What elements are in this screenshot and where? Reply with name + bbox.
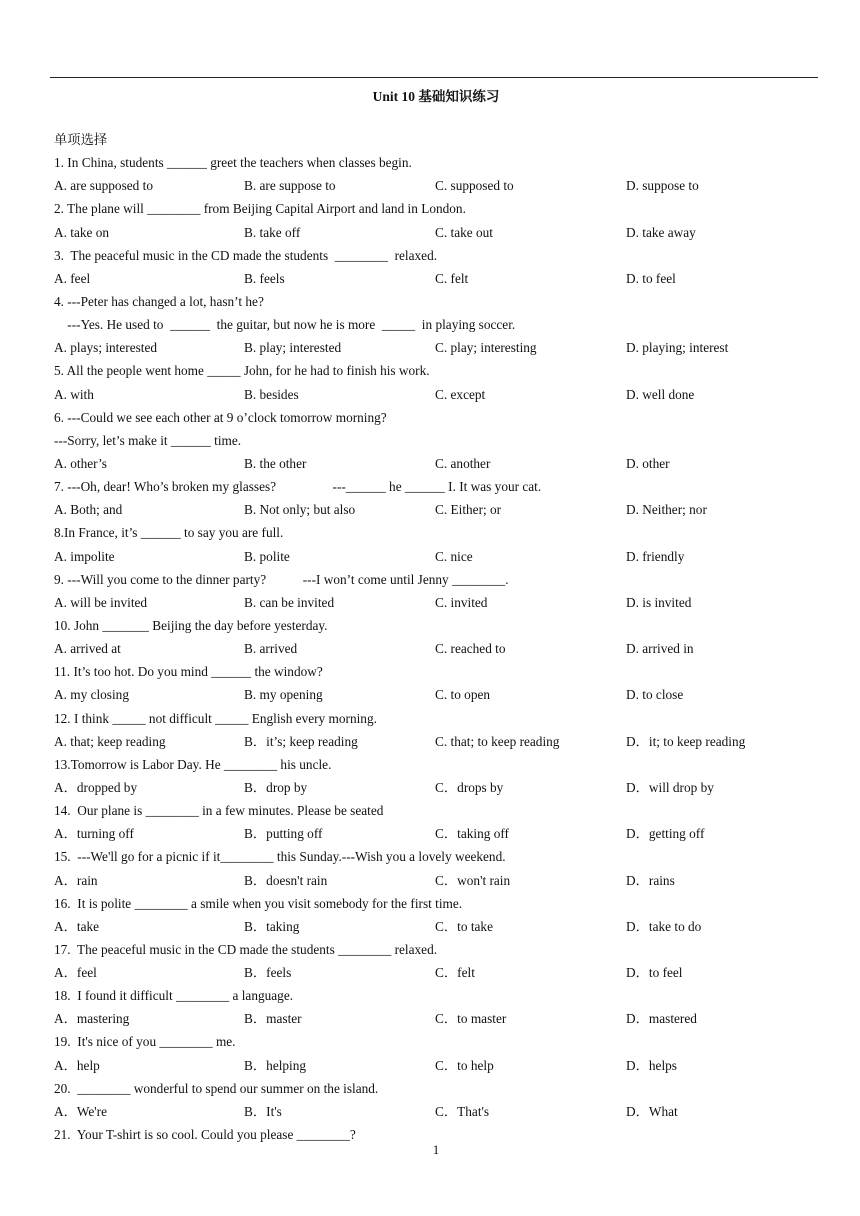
page-title: Unit 10 基础知识练习 xyxy=(372,89,500,104)
option-c: C. felt xyxy=(435,270,469,286)
option-c: C．to master xyxy=(435,1011,507,1027)
questions-container xyxy=(54,151,814,1146)
option-a: A．We're xyxy=(54,1103,108,1119)
option-c: C．taking off xyxy=(435,826,509,842)
option-a: A. Both; and xyxy=(54,502,123,518)
option-b: B．drop by xyxy=(244,779,308,795)
option-d: D. suppose to xyxy=(626,178,699,194)
question-stem: 19. It's nice of you ________ me. xyxy=(54,1034,236,1050)
option-a: A．dropped by xyxy=(54,779,138,795)
option-d: D．What xyxy=(626,1103,678,1119)
option-c: C. nice xyxy=(435,548,473,564)
question-stem: ---Sorry, let’s make it ______ time. xyxy=(54,432,242,448)
option-d: D．mastered xyxy=(626,1011,697,1027)
options-row xyxy=(54,452,814,475)
question-stem: ---Yes. He used to ______ the guitar, but now he is more _____ in playing soccer. xyxy=(54,317,516,333)
option-b: B. arrived xyxy=(244,641,298,657)
option-a: A．rain xyxy=(54,872,98,888)
options-row xyxy=(54,1054,814,1077)
question-stem: 16. It is polite ________ a smile when you visit somebody for the first time. xyxy=(54,895,463,911)
option-d: D. arrived in xyxy=(626,641,694,657)
question-stem: 4. ---Peter has changed a lot, hasn’t he? xyxy=(54,293,264,309)
option-b: B. can be invited xyxy=(244,594,335,610)
options-row xyxy=(54,683,814,706)
option-b: B．feels xyxy=(244,965,292,981)
option-d: D．helps xyxy=(626,1057,677,1073)
question-stem: 8.In France, it’s ______ to say you are full. xyxy=(54,525,284,541)
option-a: A. take on xyxy=(54,224,110,240)
question-stem: 5. All the people went home _____ John, for he had to finish his work. xyxy=(54,363,430,379)
option-a: A. my closing xyxy=(54,687,129,703)
option-a: A. impolite xyxy=(54,548,115,564)
option-b: B．doesn't rain xyxy=(244,872,328,888)
option-c: C．That's xyxy=(435,1103,490,1119)
option-a: A．feel xyxy=(54,965,97,981)
options-row xyxy=(54,336,814,359)
option-b: B. take off xyxy=(244,224,301,240)
question-stem: 2. The plane will ________ from Beijing Capital Airport and land in London. xyxy=(54,201,466,217)
option-a: A. are supposed to xyxy=(54,178,153,194)
question-stem: 18. I found it difficult ________ a language. xyxy=(54,988,294,1004)
options-row xyxy=(54,1100,814,1123)
option-a: A. will be invited xyxy=(54,594,148,610)
question-list xyxy=(54,128,814,1146)
page-number: 1 xyxy=(432,1142,440,1157)
options-row xyxy=(54,383,814,406)
option-b: B. are suppose to xyxy=(244,178,336,194)
options-row xyxy=(54,822,814,845)
option-c: C．drops by xyxy=(435,779,504,795)
options-row xyxy=(54,869,814,892)
question-stem: 9. ---Will you come to the dinner party? ---I won’t come until Jenny ________. xyxy=(54,571,509,587)
option-c: C．to take xyxy=(435,918,493,934)
question-stem: 1. In China, students ______ greet the teachers when classes begin. xyxy=(54,155,412,171)
options-row xyxy=(54,915,814,938)
options-row xyxy=(54,730,814,753)
option-c: C. to open xyxy=(435,687,491,703)
options-row xyxy=(54,498,814,521)
question-stem: 14. Our plane is ________ in a few minutes. Please be seated xyxy=(54,803,384,819)
option-c: C. except xyxy=(435,386,486,402)
option-b: B. my opening xyxy=(244,687,323,703)
option-d: D．rains xyxy=(626,872,675,888)
option-b: B. besides xyxy=(244,386,299,402)
question-stem: 12. I think _____ not difficult _____ English every morning. xyxy=(54,710,377,726)
option-b: B．it’s; keep reading xyxy=(244,733,358,749)
option-a: A．turning off xyxy=(54,826,134,842)
options-row xyxy=(54,1007,814,1030)
option-b: B．taking xyxy=(244,918,300,934)
question-stem: 11. It’s too hot. Do you mind ______ the window? xyxy=(54,664,323,680)
option-d: D．getting off xyxy=(626,826,705,842)
option-b: B．master xyxy=(244,1011,302,1027)
option-a: A. that; keep reading xyxy=(54,733,166,749)
options-row xyxy=(54,545,814,568)
option-d: D. to close xyxy=(626,687,684,703)
options-row xyxy=(54,591,814,614)
option-d: D．will drop by xyxy=(626,779,714,795)
option-a: A．help xyxy=(54,1057,100,1073)
option-b: B. polite xyxy=(244,548,290,564)
options-row xyxy=(54,961,814,984)
question-stem: 3. The peaceful music in the CD made the students ________ relaxed. xyxy=(54,247,438,263)
question-stem: 6. ---Could we see each other at 9 o’clock tomorrow morning? xyxy=(54,409,387,425)
question-stem: 15. ---We'll go for a picnic if it________ this Sunday.---Wish you a lovely weekend. xyxy=(54,849,506,865)
question-stem: 10. John _______ Beijing the day before yesterday. xyxy=(54,617,328,633)
section-heading: 单项选择 xyxy=(54,132,108,147)
option-a: A．mastering xyxy=(54,1011,130,1027)
option-c: C. supposed to xyxy=(435,178,514,194)
option-c: C. that; to keep reading xyxy=(435,733,560,749)
options-row xyxy=(54,174,814,197)
option-d: D. take away xyxy=(626,224,696,240)
option-a: A. other’s xyxy=(54,455,107,471)
option-d: D. to feel xyxy=(626,270,676,286)
option-d: D. playing; interest xyxy=(626,340,729,356)
option-d: D．take to do xyxy=(626,918,702,934)
option-d: D. friendly xyxy=(626,548,685,564)
question-stem: 21. Your T-shirt is so cool. Could you please ________? xyxy=(54,1127,356,1143)
option-c: C. take out xyxy=(435,224,493,240)
option-b: B．It's xyxy=(244,1103,282,1119)
option-a: A. plays; interested xyxy=(54,340,158,356)
options-row xyxy=(54,221,814,244)
options-row xyxy=(54,776,814,799)
option-d: D．to feel xyxy=(626,965,683,981)
option-b: B．putting off xyxy=(244,826,323,842)
option-c: C．won't rain xyxy=(435,872,511,888)
option-c: C. invited xyxy=(435,594,488,610)
option-b: B. play; interested xyxy=(244,340,342,356)
option-d: D. Neither; nor xyxy=(626,502,707,518)
option-c: C. Either; or xyxy=(435,502,502,518)
option-c: C. another xyxy=(435,455,491,471)
question-stem: 17. The peaceful music in the CD made the students ________ relaxed. xyxy=(54,941,438,957)
option-c: C. play; interesting xyxy=(435,340,537,356)
option-a: A. with xyxy=(54,386,94,402)
option-d: D. is invited xyxy=(626,594,692,610)
header-rule xyxy=(50,77,818,78)
question-stem: 7. ---Oh, dear! Who’s broken my glasses? ---______ he ______ I. It was your cat. xyxy=(54,479,542,495)
option-a: A．take xyxy=(54,918,100,934)
option-b: B．helping xyxy=(244,1057,307,1073)
option-a: A. feel xyxy=(54,270,91,286)
option-c: C．felt xyxy=(435,965,475,981)
question-stem: 20. ________ wonderful to spend our summer on the island. xyxy=(54,1080,379,1096)
option-b: B. feels xyxy=(244,270,285,286)
option-a: A. arrived at xyxy=(54,641,121,657)
options-row xyxy=(54,637,814,660)
question-stem: 13.Tomorrow is Labor Day. He ________ his uncle. xyxy=(54,756,332,772)
option-b: B. Not only; but also xyxy=(244,502,356,518)
option-d: D. other xyxy=(626,455,670,471)
option-d: D．it; to keep reading xyxy=(626,733,746,749)
option-d: D. well done xyxy=(626,386,695,402)
option-c: C．to help xyxy=(435,1057,494,1073)
option-b: B. the other xyxy=(244,455,307,471)
option-c: C. reached to xyxy=(435,641,506,657)
options-row xyxy=(54,267,814,290)
